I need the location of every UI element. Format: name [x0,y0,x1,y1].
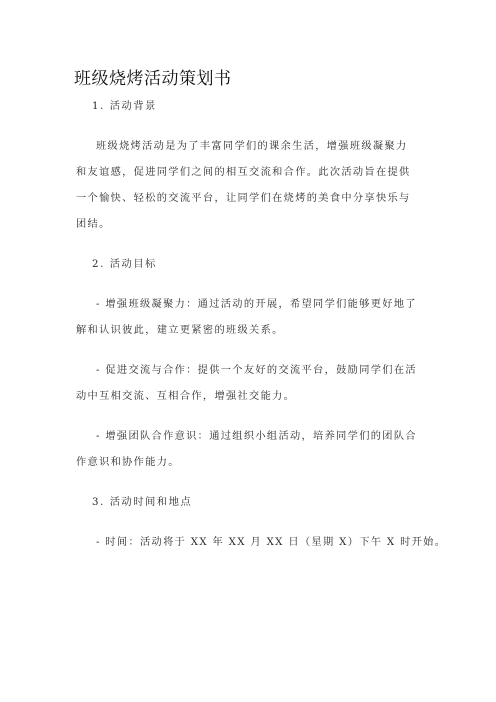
document-title: 班级烧烤活动策划书 [74,69,232,89]
background-line-3: 一个愉快、轻松的交流平台，让同学们在烧烤的美食中分享快乐与 [76,193,411,204]
goal-3-line-1: - 增强团队合作意识：通过组织小组活动，培养同学们的团队合 [96,431,417,442]
goal-2-line-2: 动中互相交流、互相合作，增强社交能力。 [76,391,296,402]
section-heading-background: 1. 活动背景 [92,101,157,112]
background-line-4: 团结。 [76,219,111,230]
background-line-2: 和友谊感，促进同学们之间的相互交流和合作。此次活动旨在提供 [76,167,411,178]
goal-3-line-2: 作意识和协作能力。 [76,457,180,468]
background-line-1: 班级烧烤活动是为了丰富同学们的课余生活，增强班级凝聚力 [96,141,408,152]
goal-1-line-2: 解和认识彼此，建立更紧密的班级关系。 [76,325,284,336]
goal-2-line-1: - 促进交流与合作：提供一个友好的交流平台，鼓励同学们在活 [96,365,417,376]
goal-1-line-1: - 增强班级凝聚力：通过活动的开展，希望同学们能够更好地了 [96,299,417,310]
time-line-1: - 时间：活动将于 XX 年 XX 月 XX 日（星期 X）下午 X 时开始。 [96,537,447,548]
section-heading-goals: 2. 活动目标 [92,259,157,270]
section-heading-time-place: 3. 活动时间和地点 [92,497,193,508]
